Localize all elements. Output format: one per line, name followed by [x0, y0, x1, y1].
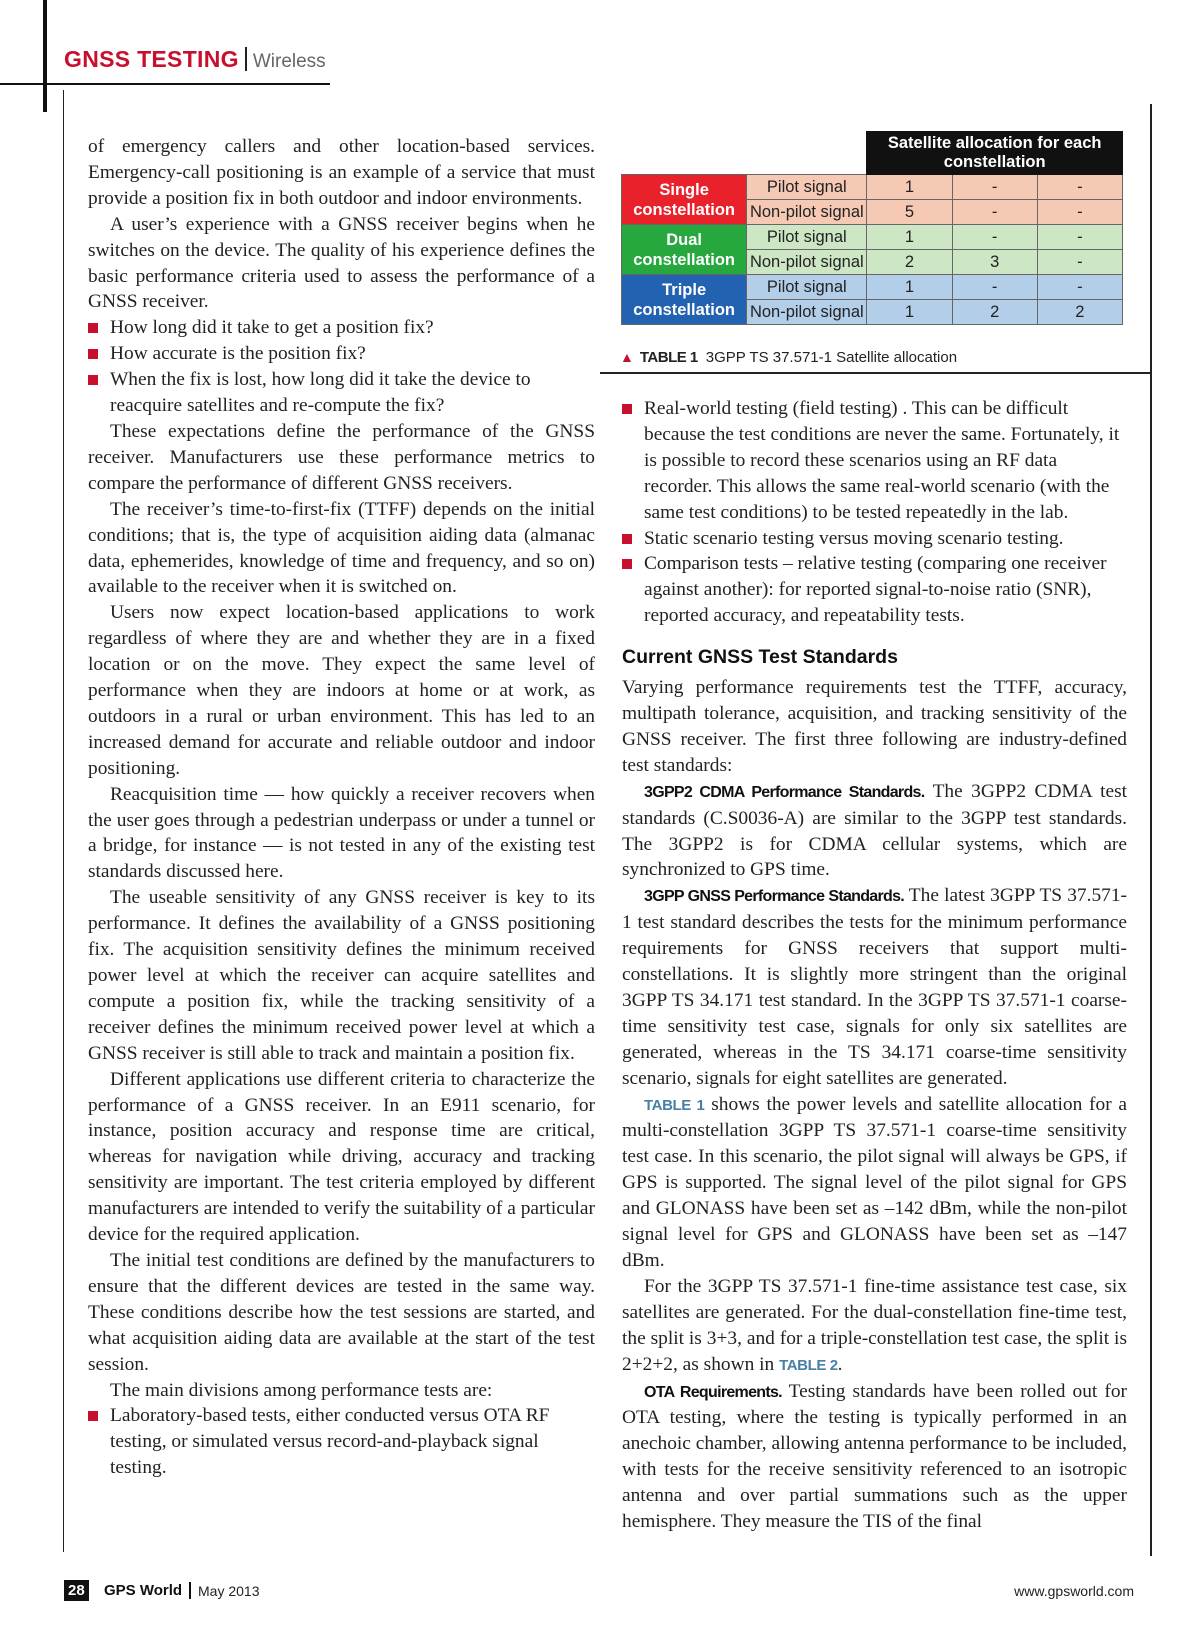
- section-title: GNSS TESTING: [64, 46, 239, 72]
- paragraph: The receiver’s time-to-first-fix (TTFF) depends on the initial conditions; that is, the type of acquisition aiding data (almanac data, ephemerides, knowledge of time and frequency, and so on) available to the receiver when it is switched on.: [88, 498, 595, 598]
- right-column-rule: [1150, 104, 1152, 1556]
- header-bar: [43, 0, 47, 112]
- group-label-triple: Triple constellation: [622, 275, 747, 325]
- paragraph: The initial test conditions are defined by the manufacturers to ensure that the different devices are tested in the same way. These conditions describe how the test sessions are started, and what acquisition aiding data are available at the start of the test session.: [88, 1249, 595, 1375]
- list-item: Static scenario testing versus moving scenario testing.: [622, 526, 1127, 552]
- satellite-allocation-table: [621, 131, 1123, 325]
- paragraph: [622, 1274, 1127, 1379]
- table-cell: 1: [867, 300, 952, 325]
- running-header: [64, 46, 326, 73]
- paragraph: The useable sensitivity of any GNSS receiver is key to its performance. It defines the availability of a GNSS positioning fix. The acquisition sensitivity defines the minimum received power level at which the receiver can acquire satellites and compute a position fix, while the tracking sensitivity of a receiver defines the minimum received power level at which a GNSS receiver is still able to track and maintain a position fix.: [88, 887, 595, 1064]
- paragraph-text: Testing standards have been rolled out for OTA testing, where the testing is typically performed in an anechoic chamber, allowing antenna performance to be included, with tests for the receive sensitivity referenced to an isotropic antenna and over partial summations such as the upper hemisphere. They measure the TIS of the final: [622, 1380, 1127, 1533]
- header-separator: [245, 47, 247, 71]
- table-reference: TABLE 2: [779, 1356, 838, 1374]
- paragraph-text: The latest 3GPP TS 37.571-1 test standard describes the tests for the minimum performance requirements for GNSS receivers that support multi-constellations. It is slightly more stringent than the original 3GPP TS 34.171 test standard. In the 3GPP TS 37.571-1 coarse-time sensitivity test case, signals for only six satellites are generated, whereas in the TS 34.171 coarse-time sensitivity scenario, signals for eight satellites are generated.: [622, 885, 1127, 1089]
- paragraph: The main divisions among performance tests are:: [110, 1379, 493, 1401]
- website-link[interactable]: www.gpsworld.com: [1014, 1583, 1134, 1599]
- bullet-list: [622, 396, 1127, 629]
- table-cell: -: [952, 175, 1037, 200]
- table-cell: 2: [952, 300, 1037, 325]
- table-cell: 2: [867, 250, 952, 275]
- list-item: Real-world testing (field testing) . This can be difficult because the test conditions are never the same. Fortunately, it is possible to record these scenarios using an RF data recorder. This allows the same real-world scenario (with the same test conditions) to be tested repeatedly in the lab.: [622, 396, 1127, 526]
- paragraph: A user’s experience with a GNSS receiver begins when he switches on the device. The quality of his experience defines the basic performance criteria used to assess the performance of a GNSS receiver.: [88, 213, 595, 313]
- list-item: Comparison tests – relative testing (comparing one receiver against another): for reported signal-to-noise ratio (SNR), reported accuracy, and repeatability tests.: [622, 551, 1127, 629]
- paragraph: Users now expect location-based applications to work regardless of where they are and whether they are in a fixed location or on the move. They expect the same level of performance when they are indoors at home or at work, as outdoors in a rural or urban environment. This has led to an increased demand for accurate and reliable outdoor and indoor positioning.: [88, 602, 595, 779]
- paragraph-text: The 3GPP2 CDMA test standards (C.S0036-A) are similar to the 3GPP test standards. The 3GPP2 is for CDMA cellular systems, which are synchronized to GPS time.: [622, 780, 1128, 881]
- subsection-title: Wireless: [252, 51, 326, 72]
- paragraph: [622, 779, 1127, 884]
- table-cell: 2: [1037, 300, 1122, 325]
- paragraph: [622, 883, 1127, 1091]
- table-cell: -: [1037, 175, 1122, 200]
- issue-date: May 2013: [198, 1583, 260, 1599]
- table-header: Satellite allocation for each constellation: [867, 132, 1123, 175]
- list-item: When the fix is lost, how long did it take the device to reacquire satellites and re-compute the fix?: [88, 367, 595, 419]
- signal-label: Non-pilot signal: [747, 250, 867, 275]
- run-in-heading: 3GPP2 CDMA Performance Standards.: [644, 783, 925, 801]
- list-item: How long did it take to get a position fix?: [88, 315, 595, 341]
- caption-rule: [600, 372, 1150, 374]
- left-column: [88, 134, 595, 1481]
- table-cell: 3: [952, 250, 1037, 275]
- table-caption: [620, 349, 957, 366]
- header-rule: [0, 83, 330, 85]
- magazine-name: GPS World: [104, 1582, 183, 1599]
- paragraph: [622, 1092, 1127, 1274]
- bullet-list: [88, 1403, 595, 1481]
- run-in-heading: 3GPP GNSS Performance Standards.: [644, 888, 905, 906]
- table-reference: TABLE 1: [644, 1096, 705, 1114]
- group-label-dual: Dual constellation: [622, 225, 747, 275]
- signal-label: Non-pilot signal: [747, 300, 867, 325]
- table-cell: -: [1037, 250, 1122, 275]
- paragraph: Varying performance requirements test the TTFF, accuracy, multipath tolerance, acquisition, and tracking sensitivity of the GNSS receiver. The first three following are industry-defined test standards:: [622, 677, 1127, 776]
- left-column-rule: [63, 90, 64, 1552]
- list-item: How accurate is the position fix?: [88, 341, 595, 367]
- paragraph: of emergency callers and other location-based services. Emergency-call positioning is an example of a service that must provide a position fix in both outdoor and indoor environments.: [88, 136, 595, 209]
- table-cell: 1: [867, 175, 952, 200]
- caption-label: TABLE 1: [639, 349, 698, 366]
- page-footer: [64, 1580, 1134, 1606]
- table-cell: -: [1037, 225, 1122, 250]
- list-item: Laboratory-based tests, either conducted versus OTA RF testing, or simulated versus record-and-playback signal testing.: [88, 1403, 595, 1481]
- table-cell: -: [1037, 275, 1122, 300]
- table-cell: -: [952, 225, 1037, 250]
- table-cell: 5: [867, 200, 952, 225]
- table-cell: -: [952, 275, 1037, 300]
- paragraph: Different applications use different criteria to characterize the performance of a GNSS receiver. In an E911 scenario, for instance, position accuracy and response time are critical, whereas for navigation while driving, accuracy and tracking sensitivity are important. The test criteria employed by different manufacturers are intended to verify the suitability of a particular device for the required application.: [88, 1068, 595, 1246]
- signal-label: Pilot signal: [747, 175, 867, 200]
- paragraph: [622, 1379, 1127, 1535]
- paragraph: These expectations define the performance of the GNSS receiver. Manufacturers use these performance metrics to compare the performance of different GNSS receivers.: [88, 420, 595, 494]
- paragraph-text: For the 3GPP TS 37.571-1 fine-time assistance test case, six satellites are generated. For the dual-constellation fine-time test, the split is 3+3, and for a triple-constellation test case, the split is 2+2+2, as shown in: [622, 1275, 1127, 1375]
- table-cell: 1: [867, 225, 952, 250]
- paragraph-text: shows the power levels and satellite allocation for a multi-constellation 3GPP TS 37.571-1 coarse-time sensitivity test case. In this scenario, the pilot signal will always be GPS, if GPS is supported. The signal level of the pilot signal for GPS and GLONASS have been set as –142 dBm, while the non-pilot signal level for GPS and GLONASS have been set as –147 dBm.: [622, 1093, 1128, 1271]
- triangle-icon: ▲: [620, 349, 634, 365]
- bullet-list: [88, 315, 595, 419]
- signal-label: Non-pilot signal: [747, 200, 867, 225]
- right-column: [622, 396, 1127, 1535]
- signal-label: Pilot signal: [747, 275, 867, 300]
- page-number: 28: [64, 1580, 89, 1601]
- table-cell: 1: [867, 275, 952, 300]
- caption-text: 3GPP TS 37.571-1 Satellite allocation: [705, 349, 958, 366]
- table-cell: -: [952, 200, 1037, 225]
- section-heading: Current GNSS Test Standards: [622, 646, 898, 669]
- signal-label: Pilot signal: [747, 225, 867, 250]
- group-label-single: Single constellation: [622, 175, 747, 225]
- paragraph-text: .: [837, 1353, 843, 1375]
- run-in-heading: OTA Requirements.: [644, 1383, 782, 1401]
- table-cell: -: [1037, 200, 1122, 225]
- paragraph: Reacquisition time — how quickly a receiver recovers when the user goes through a pedestrian underpass or under a tunnel or a bridge, for instance — is not tested in any of the existing test standards discussed here.: [88, 783, 595, 883]
- footer-separator: [189, 1582, 191, 1599]
